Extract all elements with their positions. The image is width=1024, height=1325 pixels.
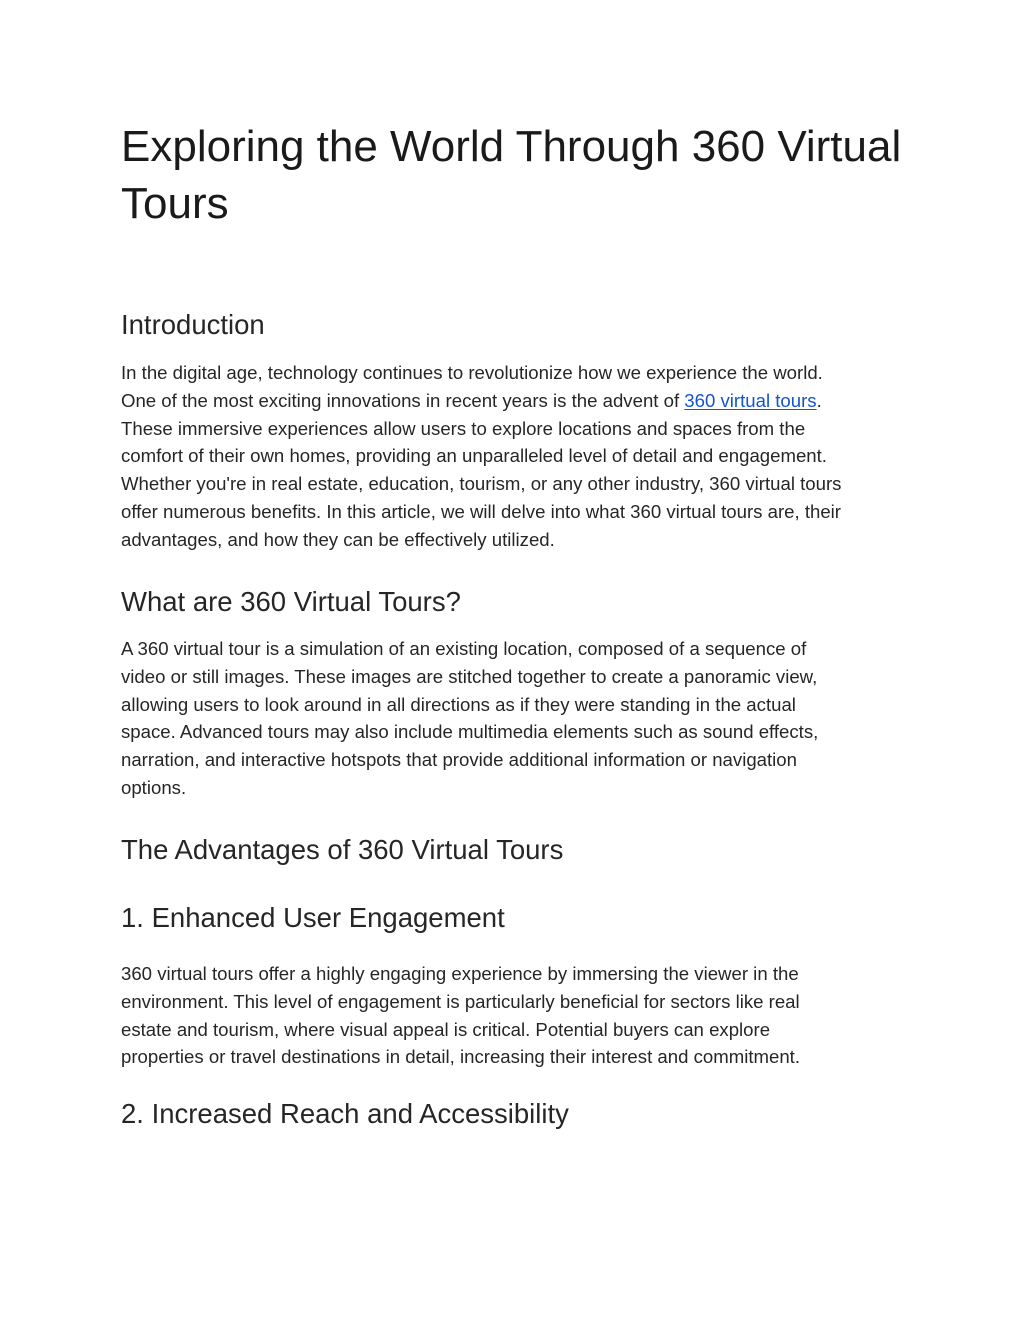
text-run: One of the most exciting innovations in recent years is the advent of (121, 389, 685, 411)
paragraph-line: 360 virtual tours offer a highly engaging experience by immersing the viewer in the (121, 963, 799, 984)
title-line: Tours (121, 179, 229, 228)
section-heading-reach: 2. Increased Reach and Accessibility (121, 1098, 569, 1129)
paragraph-line: These immersive experiences allow users to explore locations and spaces from the (121, 417, 806, 439)
paragraph-line: estate and tourism, where visual appeal is critical. Potential buyers can explore (121, 1018, 771, 1040)
section-heading-advantages: The Advantages of 360 Virtual Tours (121, 834, 564, 865)
paragraph-introduction (121, 359, 911, 554)
paragraph-line: allowing users to look around in all directions as if they were standing in the actual (121, 693, 796, 715)
paragraph-line (121, 387, 911, 415)
paragraph-line: options. (121, 776, 187, 798)
section-heading-introduction: Introduction (121, 309, 265, 340)
paragraph-line: space. Advanced tours may also include multimedia elements such as sound effects, (121, 721, 819, 743)
paragraph-line: In the digital age, technology continues to revolutionize how we experience the world. (121, 362, 823, 383)
paragraph-line: environment. This level of engagement is particularly beneficial for sectors like real (121, 990, 800, 1012)
paragraph-engagement (121, 960, 911, 1071)
paragraph-line: comfort of their own homes, providing an unparalleled level of detail and engagement. (121, 445, 827, 467)
paragraph-line: Whether you're in real estate, education, tourism, or any other industry, 360 virtual tours (121, 473, 842, 495)
title-line: Exploring the World Through 360 Virtual (121, 122, 902, 171)
paragraph-line: offer numerous benefits. In this article, we will delve into what 360 virtual tours are, their (121, 500, 841, 522)
section-heading-what-are: What are 360 Virtual Tours? (121, 586, 461, 617)
paragraph-line: A 360 virtual tour is a simulation of an existing location, composed of a sequence of (121, 638, 807, 659)
paragraph-line: advantages, and how they can be effectively utilized. (121, 528, 555, 550)
paragraph-line: narration, and interactive hotspots that provide additional information or navigation (121, 749, 797, 771)
paragraph-what-are (121, 635, 911, 802)
paragraph-line: video or still images. These images are stitched together to create a panoramic view, (121, 665, 818, 687)
paragraph-line: properties or travel destinations in detail, increasing their interest and commitment. (121, 1046, 800, 1068)
link-360-virtual-tours[interactable]: 360 virtual tours (684, 389, 817, 411)
section-heading-engagement: 1. Enhanced User Engagement (121, 902, 505, 933)
text-run: . (816, 389, 822, 411)
document-title (121, 118, 911, 232)
